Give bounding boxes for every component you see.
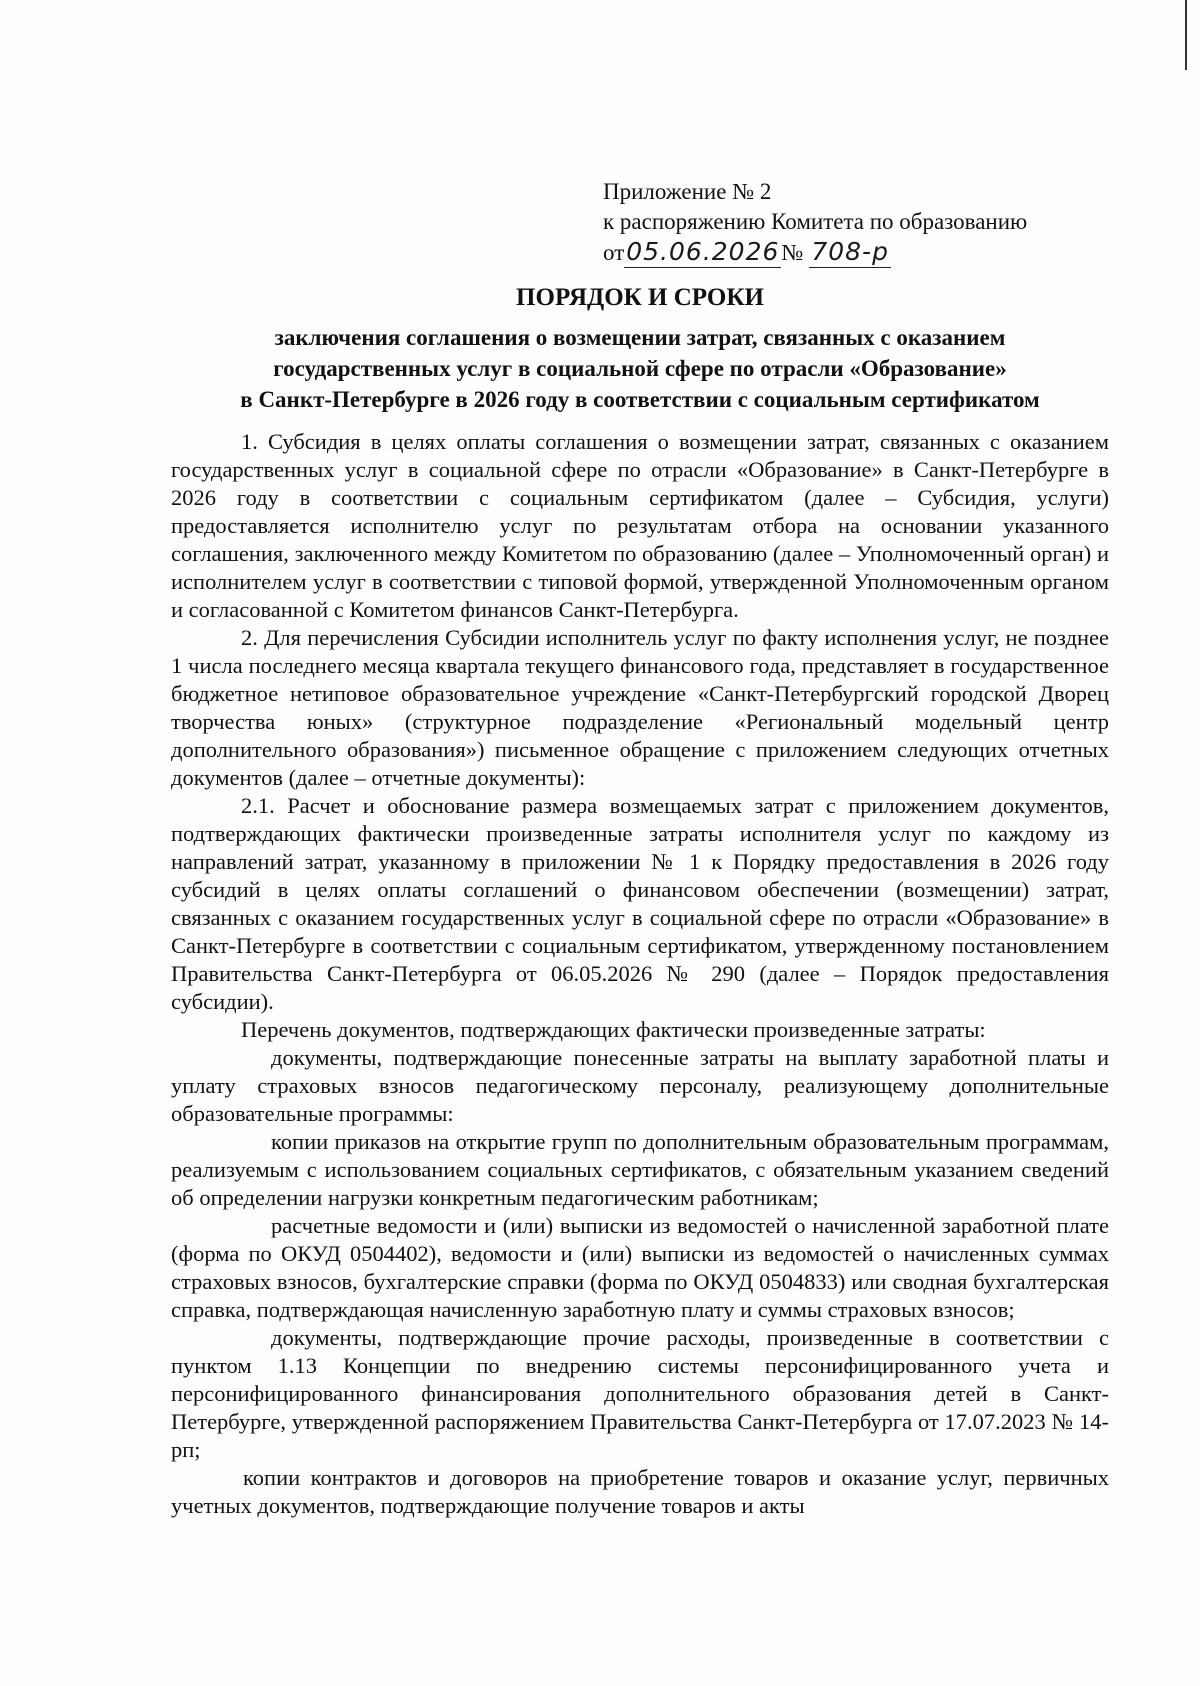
scan-edge-mark: [1185, 0, 1187, 70]
handwritten-date: 05.06.2026: [626, 237, 780, 266]
paragraph-2: 2. Для перечисления Субсидии исполнитель услуг по факту исполнения услуг, не позднее 1 числа последнего месяца квартала текущего финансового года, представляет в государственное бюджетное нетиповое образовательное учреждение «Санкт-Петербургский городской Дворец творчества юных» (структурное подразделение «Региональный модельный центр дополнительного образования») письменное обращение с приложением следующих отчетных документов (далее – отчетные документы):: [171, 625, 1109, 790]
document-body: [171, 428, 1109, 1520]
document-title: ПОРЯДОК И СРОКИ: [516, 284, 764, 311]
appendix-line-1: Приложение № 2: [603, 179, 772, 204]
paragraph-salary-docs: документы, подтверждающие понесенные затраты на выплату заработной платы и уплату страховых взносов педагогическому персоналу, реализующему дополнительные образовательные программы:: [171, 1045, 1109, 1126]
document-subtitle: [200, 322, 1080, 415]
handwritten-number: 708-р: [811, 237, 889, 266]
paragraph-1: 1. Субсидия в целях оплаты соглашения о возмещении затрат, связанных с оказанием государственных услуг в социальной сфере по отрасли «Образование» в Санкт-Петербурге в 2026 году в соответствии с социальным сертификатом (далее – Субсидия, услуги) предоставляется исполнителю услуг по результатам отбора на основании указанного соглашения, заключенного между Комитетом по образованию (далее – Уполномоченный орган) и исполнителем услуг в соответствии с типовой формой, утвержденной Уполномоченным органом и согласованной с Комитетом финансов Санкт-Петербурга.: [171, 429, 1109, 622]
date-prefix: от: [603, 240, 625, 265]
subtitle-line: в Санкт-Петербурге в 2026 году в соответствии с социальным сертификатом: [240, 387, 1040, 412]
paragraph-other-expenses: документы, подтверждающие прочие расходы, произведенные в соответствии с пунктом 1.13 Концепции по внедрению системы персонифицированного учета и персонифицированного финансирования дополнительного образования детей в Санкт-Петербурге, утвержденной распоряжением Правительства Санкт-Петербурга от 17.07.2023 № 14-рп;: [171, 1325, 1109, 1462]
appendix-block: [603, 177, 1027, 268]
paragraph-payroll: расчетные ведомости и (или) выписки из ведомостей о начисленной заработной плате (форма по ОКУД 0504402), ведомости и (или) выписки из ведомостей о начисленных суммах страховых взносов, бухгалтерские справки (форма по ОКУД 0504833) или сводная бухгалтерская справка, подтверждающая начисленную заработную плату и суммы страховых взносов;: [171, 1213, 1109, 1322]
appendix-line-2: к распоряжению Комитета по образованию: [603, 209, 1028, 234]
subtitle-line: государственных услуг в социальной сфере по отрасли «Образование»: [273, 356, 1007, 381]
appendix-date-line: [603, 237, 1027, 268]
paragraph-order-copies: копии приказов на открытие групп по дополнительным образовательным программам, реализуемым с использованием социальных сертификатов, с обязательным указанием сведений об определении нагрузки конкретным педагогическим работникам;: [171, 1129, 1109, 1210]
paragraph-contracts: копии контрактов и договоров на приобретение товаров и оказание услуг, первичных учетных документов, подтверждающие получение товаров и акты: [171, 1465, 1109, 1518]
subtitle-line: заключения соглашения о возмещении затрат, связанных с оказанием: [274, 325, 1006, 350]
documents-list-heading: Перечень документов, подтверждающих фактически произведенные затраты:: [241, 1017, 986, 1042]
number-prefix: №: [781, 240, 804, 265]
paragraph-2-1: 2.1. Расчет и обоснование размера возмещаемых затрат с приложением документов, подтверждающих фактически произведенные затраты исполнителя услуг по каждому из направлений затрат, указанному в приложении № 1 к Порядку предоставления в 2026 году субсидий в целях оплаты соглашений о финансовом обеспечении (возмещении) затрат, связанных с оказанием государственных услуг в социальной сфере по отрасли «Образование» в Санкт-Петербурге в соответствии с социальным сертификатом, утвержденному постановлением Правительства Санкт-Петербурга от 06.05.2026 № 290 (далее – Порядок предоставления субсидии).: [171, 793, 1109, 1014]
